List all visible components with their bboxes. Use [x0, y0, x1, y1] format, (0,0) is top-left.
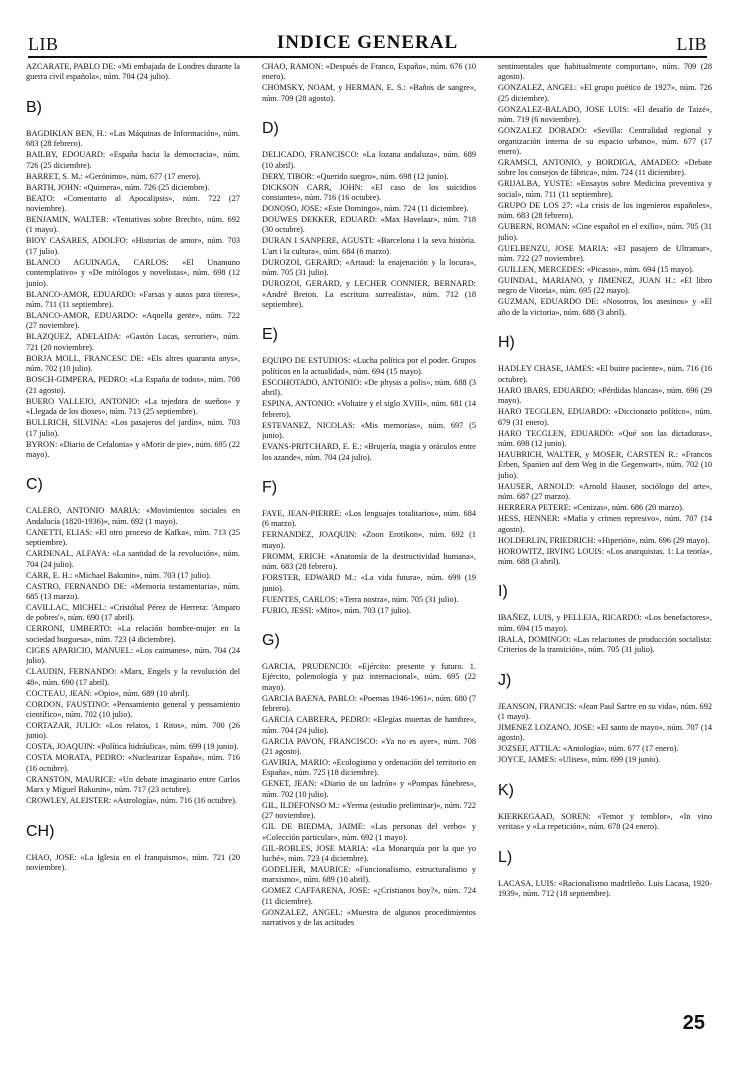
index-entry: HAUSER, ARNOLD: «Arnold Hauser, sociólogo del arte», núm. 687 (27 marzo).	[498, 481, 712, 502]
index-entry: GAVIRIA, MARIO: «Ecologismo y ordenación del territorio en España», núm. 725 (18 diciembre).	[262, 757, 476, 778]
index-entry: GONZALEZ DORADO: «Sevilla: Centralidad regional y organización interna de su espacio urbano», núm. 677 (17 enero).	[498, 126, 712, 157]
index-entry: DUROZOI, GERARD: «Artaud: la enajenación y la locura», núm. 705 (31 julio).	[262, 257, 476, 278]
index-entry: BORJA MOLL, FRANCESC DE: «Els altres quaranta anys», núm. 702 (10 julio).	[26, 353, 240, 374]
index-entry: GONZALEZ, ANGEL: «El grupo poético de 1927», núm. 726 (25 diciembre).	[498, 83, 712, 103]
index-entry: KIERKEGAAD, SOREN: «Temor y temblor», «In vino veritas» y «La repetición», núm. 678 (24 enero).	[498, 811, 712, 832]
index-entry: BAILBY, EDOUARD: «España hacia la democracia», núm. 726 (25 diciembre).	[26, 150, 240, 170]
index-entry: CALERO, ANTONIO MARIA: «Movimientos sociales en Andalucía (1820-1936)», núm. 692 (1 mayo).	[26, 506, 240, 526]
index-entry: GODELIER, MAURICE: «Funcionalismo, estructuralismo y marxismo», núm. 689 (10 abril).	[262, 865, 476, 885]
section-heading: E)	[262, 326, 278, 344]
index-entry: GUELBENZU, JOSE MARIA: «El pasajero de Ultramar», núm. 722 (27 noviembre).	[498, 243, 712, 264]
index-entry: BLANCO-AMOR, EDUARDO: «Farsas y autos para títeres», núm. 711 (11 septiembre).	[26, 289, 240, 310]
index-entry: EQUIPO DE ESTUDIOS: «Lucha política por el poder. Grupos políticos en la actualidad», núm. 694 (15 mayo).	[262, 356, 476, 376]
index-column-2	[262, 62, 476, 1031]
index-entry: HAUBRICH, WALTER, y MOSER, CARSTEN R.: «Francos Erben, Spanien auf dem Weg in die Gegenwart», núm. 702 (10 julio).	[498, 449, 712, 480]
index-column-3	[498, 62, 712, 1031]
index-column-1	[26, 62, 240, 1031]
index-entry: BUERO VALLEJO, ANTONIO: «La tejedora de sueños» y «Llegada de los dioses», núm. 713 (25 septiembre).	[26, 396, 240, 417]
section-heading: CH)	[26, 822, 55, 840]
section-heading: C)	[26, 476, 43, 494]
index-entry: HESS, HENNER: «Mafia y crimen represivo», núm. 707 (14 agosto).	[498, 514, 712, 534]
index-entry: IRALA, DOMINGO: «Las relaciones de producción socialista: Criterios de la transición», núm. 705 (31 julio).	[498, 634, 712, 655]
index-entry: CHAO, RAMON: «Después de Franco, España», núm. 676 (10 enero).	[262, 62, 476, 82]
index-entry: GARCIA CABRERA, PEDRO: «Elegías muertas de hambre», núm. 704 (24 julio).	[262, 715, 476, 735]
index-entry: CAVILLAC, MICHEL: «Cristóbal Pérez de Herrera: 'Amparo de pobres'», núm. 690 (17 abril).	[26, 602, 240, 623]
index-entry: JIMENEZ LOZANO, JOSE: «El santo de mayo», núm. 707 (14 agosto).	[498, 722, 712, 743]
index-entry: GIL, ILDEFONSO M.: «Yerma (estudio preliminar)», núm. 722 (27 noviembre).	[262, 800, 476, 821]
index-entry: GONZALEZ-BALADO, JOSE LUIS: «El desafío de Taizé», núm. 719 (6 noviembre).	[498, 104, 712, 125]
index-entry: CORTAZAR, JULIO: «Los relatos, 1 Ritos», núm. 700 (26 junio).	[26, 720, 240, 741]
index-entry: DONOSO, JOSE: «Este Domingo», núm. 724 (11 diciembre).	[262, 204, 469, 214]
index-entry: ESCOHOTADO, ANTONIO: «De physis a polis», núm. 688 (3 abril).	[262, 377, 476, 398]
index-entry: GUINDAL, MARIANO, y JIMENEZ, JUAN H.: «El libro negro de Vitoria», núm. 695 (22 mayo).	[498, 276, 712, 296]
index-entry: HADLEY CHASE, JAMES: «El buitre paciente», núm. 716 (16 octubre).	[498, 364, 712, 384]
index-entry: FROMM, ERICH: «Anatomía de la destructividad humana», núm. 683 (28 febrero).	[262, 551, 476, 572]
header-section-right: LIB	[676, 34, 707, 54]
index-entry: BARRET, S. M.: «Gerónimo», núm. 677 (17 enero).	[26, 171, 201, 181]
index-entry: CORDON, FAUSTINO: «Pensamiento general y pensamiento científico», núm. 702 (10 julio).	[26, 699, 240, 719]
section-heading: B)	[26, 98, 42, 116]
page-title: INDICE GENERAL	[276, 32, 459, 53]
index-entry: AZCARATE, PABLO DE: «Mi embajada de Londres durante la guerra civil española», núm. 704 (24 julio).	[26, 62, 240, 82]
page-number: 25	[682, 1012, 705, 1034]
section-heading: F)	[262, 478, 278, 496]
index-entry: BYRON: «Diario de Cefalonia» y «Morir de pie», núm. 695 (22 mayo).	[26, 439, 240, 459]
section-heading: G)	[262, 631, 280, 649]
index-entry: COCTEAU, JEAN: «Opio», núm. 689 (10 abril).	[26, 688, 190, 698]
index-entry: CROWLEY, ALEISTER: «Astrología», núm. 716 (16 octubre).	[26, 796, 237, 806]
index-entry: JOZSEF, ATTILA: «Antología», núm. 677 (17 enero).	[498, 744, 679, 754]
index-entry: BLAZQUEZ, ADELAIDA: «Gastón Lucas, serrurier», núm. 721 (20 noviembre).	[26, 332, 240, 352]
index-entry: EVANS-PRITCHARD, E. E.: «Brujería, magia y oráculos entre los azande», núm. 704 (24 julio).	[262, 442, 476, 462]
index-entry: CHOMSKY, NOAM, y HERMAN, E. S.: «Baños de sangre», núm. 709 (28 agosto).	[262, 83, 476, 103]
index-entry: DURAN I SANPERE, AGUSTI: «Barcelona i la seva història. L'art i la cultura», núm. 684 (6 marzo).	[262, 236, 476, 256]
index-entry: BARTH, JOHN: «Quimera», núm. 726 (25 diciembre).	[26, 182, 210, 192]
index-entry: DOUWES DEKKER, EDUARD: «Max Havelaar», núm. 718 (30 octubre).	[262, 215, 476, 235]
section-heading: D)	[262, 120, 279, 138]
index-entry: CERRONI, UMBERTO: «La relación hombre-mujer en la sociedad burguesa», núm. 723 (4 diciembre).	[26, 624, 240, 644]
index-entry: HARO TECGLEN, EDUARDO: «Diccionario político», núm. 679 (31 enero).	[498, 407, 712, 427]
index-entry: BULLRICH, SILVINA: «Los pasajeros del jardín», núm. 703 (17 julio).	[26, 418, 240, 438]
section-heading: H)	[498, 334, 515, 352]
index-entry: GRUPO DE LOS 27: «La crisis de los ingenieros españoles», núm. 683 (28 febrero).	[498, 200, 712, 221]
index-entry: CARR, E. H.: «Michael Bakunin», núm. 703 (17 julio).	[26, 570, 211, 580]
index-entry: BIOY CASARES, ADOLFO: «Historias de amor», núm. 703 (17 julio).	[26, 236, 240, 256]
index-entry: FERNANDEZ, JOAQUIN: «Zoon Erotikon», núm. 692 (1 mayo).	[262, 530, 476, 550]
index-entry: FORSTER, EDWARD M.: «La vida futura», núm. 699 (19 junio).	[262, 573, 476, 593]
index-entry: BLANCO-AMOR, EDUARDO: «Aquella gente», núm. 722 (27 noviembre).	[26, 311, 240, 331]
index-entry: HARO IBARS, EDUARDO: «Pérdidas blancas», núm. 696 (29 mayo).	[498, 385, 712, 406]
index-entry: BAGDIKIAN BEN, H.: «Las Máquinas de Información», núm. 683 (28 febrero).	[26, 128, 240, 149]
index-entry: JOYCE, JAMES: «Ulises», núm. 699 (19 junio).	[498, 755, 661, 765]
index-entry: GIL-ROBLES, JOSE MARIA: «La Monarquía por la que yo luché», núm. 723 (4 diciembre).	[262, 843, 476, 863]
index-entry: HOROWITZ, IRVING LOUIS: «Los anarquistas. 1: La teoría», núm. 688 (3 abril).	[498, 546, 712, 566]
section-heading: L)	[498, 848, 513, 866]
index-entry: CLAUDIN, FERNANDO: «Marx, Engels y la revolución del 48», núm. 690 (17 abril).	[26, 667, 240, 687]
index-entry: DELICADO, FRANCISCO: «La lozana andaluza», núm. 689 (10 abril).	[262, 150, 476, 170]
header-section-left: LIB	[28, 34, 59, 54]
index-entry: CIGES APARICIO, MANUEL: «Los caimanes», núm. 704 (24 julio).	[26, 645, 240, 666]
index-entry: CANETTI, ELIAS: «El otro proceso de Kafka», núm. 713 (25 septiembre).	[26, 527, 240, 548]
index-entry: sentimentales que habitualmente comportan», núm. 709 (28 agosto).	[498, 62, 712, 82]
index-entry: DERY, TIBOR: «Querido suegro», núm. 698 (12 junio).	[262, 171, 449, 181]
index-entry: LACASA, LUIS: «Racionalismo madrileño. Luis Lacasa, 1920-1939», núm. 712 (18 septiembre).	[498, 878, 712, 898]
index-entry: CRANSTON, MAURICE: «Un debate imaginario entre Carlos Marx y Miguel Bakunin», núm. 717 (23 octubre).	[26, 774, 240, 795]
index-entry: HARO TECGLEN, EDUARDO: «Qué son las dictaduras», núm. 698 (12 junio).	[498, 428, 712, 448]
index-entry: GUBERN, ROMAN: «Cine español en el exilio», núm. 705 (31 julio).	[498, 222, 712, 242]
section-heading: I)	[498, 583, 508, 601]
index-entry: ESTEVANEZ, NICOLAS: «Mis memorias», núm. 697 (5 junio).	[262, 420, 476, 441]
index-entry: CARDENAL, ALFAYA: «La santidad de la revolución», núm. 704 (24 julio).	[26, 549, 240, 569]
index-entry: GARCIA BAENA, PABLO: «Poemas 1946-1961», núm. 680 (7 febrero).	[262, 693, 476, 714]
index-entry: BEATO: «Comentario al Apocalipsis», núm. 722 (27 noviembre).	[26, 193, 240, 214]
index-entry: FUENTES, CARLOS: «Terra nostra», núm. 705 (31 julio).	[262, 594, 459, 604]
index-entry: HERRERA PETERE: «Cenizas», núm. 686 (20 marzo).	[498, 503, 684, 513]
index-entry: GARCIA PAVON, FRANCISCO: «Ya no es ayer», núm. 708 (21 agosto).	[262, 736, 476, 756]
index-entry: CHAO, JOSE: «La Iglesia en el franquismo», núm. 721 (20 noviembre).	[26, 852, 240, 872]
index-entry: ESPINA, ANTONIO: «Voltaire y el siglo XVIII», núm. 681 (14 febrero).	[262, 399, 476, 419]
index-entry: CASTRO, FERNANDO DE: «Memoria testamentaria», núm. 685 (13 marzo).	[26, 581, 240, 601]
page-header	[28, 30, 707, 58]
index-entry: GARCIA, PRUDENCIO: «Ejército: presente y futuro. 1. Ejército, polemología y paz internacional», núm. 695 (22 mayo).	[262, 661, 476, 692]
index-entry: COSTA MORATA, PEDRO: «Nuclearizar España», núm. 716 (16 octubre).	[26, 753, 240, 773]
index-entry: BOSCH-GIMPERA, PEDRO: «La España de todos», núm. 708 (21 agosto).	[26, 375, 240, 395]
index-entry: GOMEZ CAFFARENA, JOSE: «¿Cristianos hoy?», núm. 724 (11 diciembre).	[262, 886, 476, 906]
index-entry: BLANCO AGUINAGA, CARLOS: «El Unamuno contemplativo» y «De mitólogos y novelistas», núm. 698 (12 junio).	[26, 257, 240, 288]
index-entry: BENJAMIN, WALTER: «Tentativas sobre Brecht», núm. 692 (1 mayo).	[26, 215, 240, 235]
index-entry: FURIO, JESSI: «Mito», núm. 703 (17 julio).	[262, 605, 411, 615]
index-entry: IBAÑEZ, LUIS, y PELLEJA, RICARDO: «Los benefactores», núm. 694 (15 mayo).	[498, 613, 712, 633]
section-heading: J)	[498, 671, 512, 689]
index-entry: GRIJALBA, YUSTE: «Ensayos sobre Medicina preventiva y social», núm. 711 (11 septiembre).	[498, 179, 712, 199]
index-entry: DICKSON CARR, JOHN: «El caso de los suicidios constantes», núm. 716 (16 octubre).	[262, 182, 476, 203]
index-entry: FAYE, JEAN-PIERRE: «Los lenguajes totalitarios», núm. 684 (6 marzo).	[262, 508, 476, 529]
index-entry: JEANSON, FRANCIS: «Jean Paul Sartre en su vida», núm. 692 (1 mayo).	[498, 701, 712, 721]
index-entry: GIL DE BIEDMA, JAIME: «Las personas del verbo» y «Colección particular», núm. 692 (1 mayo).	[262, 822, 476, 842]
index-entry: GENET, JEAN: «Diario de un ladrón» y «Pompas fúnebres», núm. 702 (10 julio).	[262, 779, 476, 799]
index-entry: HOLDERLIN, FRIEDRICH: «Hiperión», núm. 696 (29 mayo).	[498, 535, 710, 545]
section-heading: K)	[498, 781, 514, 799]
index-entry: DUROZOI, GERARD, y LECHER CONNIER, BERNARD: «André Breton. La escritura surrealista», núm. 712 (18 septiembre).	[262, 279, 476, 310]
index-entry: GUZMAN, EDUARDO DE: «Nosotros, los asesinos» y «El año de la victoria», núm. 688 (3 abril).	[498, 297, 712, 317]
index-entry: GONZALEZ, ANGEL: «Muestra de algunos procedimientos narrativos y de las actitudes	[262, 907, 476, 928]
index-entry: GUILLEN, MERCEDES: «Picasso», núm. 694 (15 mayo).	[498, 265, 694, 275]
index-entry: COSTA, JOAQUIN: «Política hidráulica», núm. 699 (19 junio).	[26, 742, 239, 752]
index-entry: GRAMSCI, ANTONIO, y BORDIGA, AMADEO: «Debate sobre los consejos de fábrica», núm. 724 (11 diciembre).	[498, 158, 712, 178]
